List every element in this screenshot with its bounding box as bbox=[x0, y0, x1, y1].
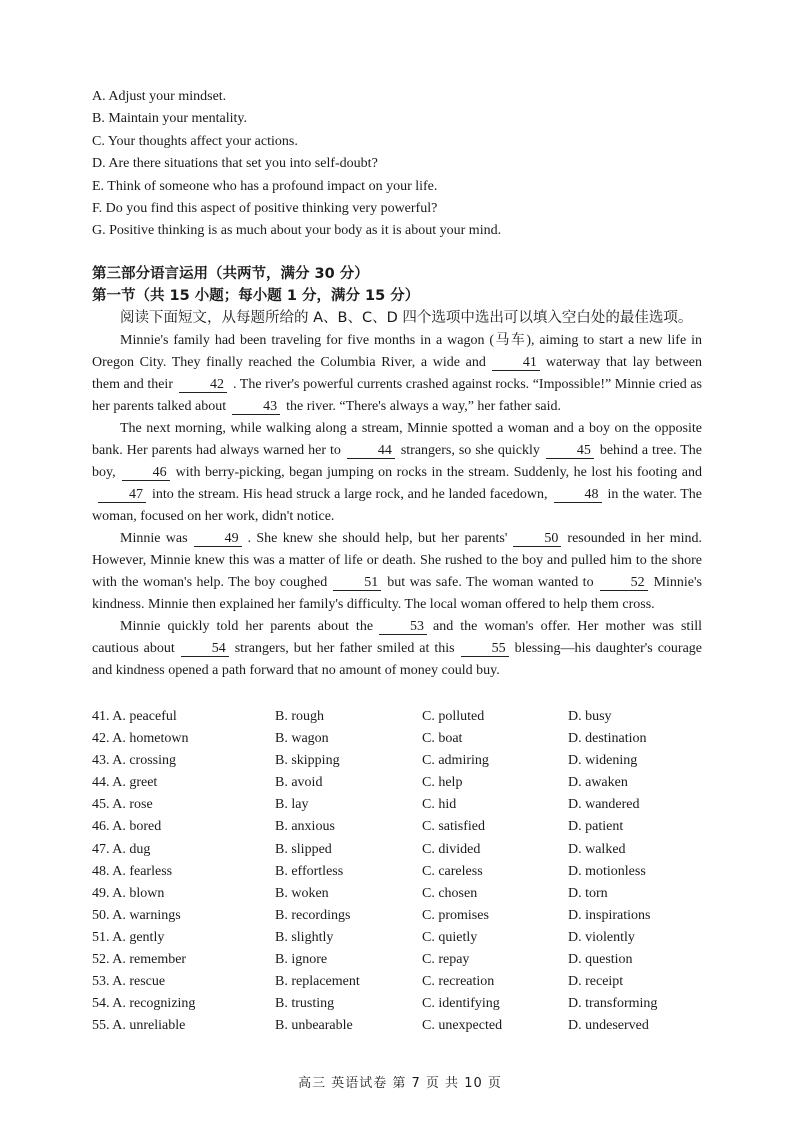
choice-d: D. patient bbox=[568, 819, 624, 835]
sentence-option: A. Adjust your mindset. bbox=[92, 89, 227, 104]
choice-a: 49. A. blown bbox=[92, 885, 165, 901]
choice-a: 52. A. remember bbox=[92, 952, 187, 968]
choice-b: B. slightly bbox=[275, 929, 334, 945]
blank-45: 45 bbox=[546, 443, 594, 459]
sentence-option: F. Do you find this aspect of positive thinking very powerful? bbox=[92, 200, 438, 216]
choice-b: B. ignore bbox=[275, 952, 328, 968]
choice-a: 41. A. peaceful bbox=[92, 709, 177, 724]
blank-52: 52 bbox=[600, 575, 648, 591]
choice-d: D. wandered bbox=[568, 797, 640, 813]
choice-a: 51. A. gently bbox=[92, 929, 165, 945]
choice-d: D. walked bbox=[568, 841, 626, 857]
choice-a: 54. A. recognizing bbox=[92, 996, 196, 1012]
sentence-option: G. Positive thinking is as much about your body as it is about your mind. bbox=[92, 223, 502, 239]
choice-c: C. quietly bbox=[422, 929, 478, 945]
choice-b: B. woken bbox=[275, 885, 329, 901]
blank-41: 41 bbox=[492, 355, 540, 371]
sentence-option: D. Are there situations that set you into self-doubt? bbox=[92, 156, 378, 172]
choice-d: D. violently bbox=[568, 929, 635, 945]
choice-d: D. awaken bbox=[568, 775, 628, 791]
choice-a: 53. A. rescue bbox=[92, 974, 166, 990]
choice-d: D. torn bbox=[568, 885, 608, 901]
choice-b: B. slipped bbox=[275, 841, 332, 857]
sentence-options-list bbox=[92, 86, 712, 243]
blank-55: 55 bbox=[461, 641, 509, 657]
choice-c: C. careless bbox=[422, 863, 483, 879]
choice-b: B. rough bbox=[275, 709, 324, 724]
choice-d: D. destination bbox=[568, 731, 647, 747]
passage-paragraph-4: Minnie quickly told her parents about the 53 and the woman's offer. Her mother was still cautious about 54 strangers, but her father smiled at this 55 blessing—his daughter's courage and kindness opened a path forward that no amount of money could buy. bbox=[92, 619, 703, 678]
question-row-46 bbox=[92, 816, 712, 838]
blank-46: 46 bbox=[122, 465, 170, 481]
choice-d: D. inspirations bbox=[568, 907, 651, 923]
question-row-51 bbox=[92, 927, 712, 949]
choice-d: D. receipt bbox=[568, 974, 624, 990]
choice-d: D. busy bbox=[568, 709, 612, 724]
sentence-option: C. Your thoughts affect your actions. bbox=[92, 133, 298, 149]
choice-d: D. widening bbox=[568, 753, 638, 769]
question-row-55 bbox=[92, 1015, 712, 1037]
choice-a: 48. A. fearless bbox=[92, 863, 173, 879]
blank-42: 42 bbox=[179, 377, 227, 393]
choice-a: 50. A. warnings bbox=[92, 907, 181, 923]
blank-43: 43 bbox=[232, 399, 280, 415]
choice-a: 43. A. crossing bbox=[92, 753, 176, 769]
choice-b: B. anxious bbox=[275, 819, 335, 835]
choice-a: 47. A. dug bbox=[92, 841, 151, 857]
choice-d: D. question bbox=[568, 952, 633, 968]
choice-c: C. promises bbox=[422, 907, 489, 923]
choice-c: C. admiring bbox=[422, 753, 489, 769]
choice-b: B. recordings bbox=[275, 907, 351, 923]
choice-b: B. avoid bbox=[275, 775, 323, 791]
question-row-41 bbox=[92, 706, 712, 728]
blank-51: 51 bbox=[333, 575, 381, 591]
choice-c: C. chosen bbox=[422, 885, 478, 901]
choice-b: B. effortless bbox=[275, 863, 344, 879]
choice-b: B. trusting bbox=[275, 996, 335, 1012]
question-row-50 bbox=[92, 905, 712, 927]
passage-paragraph-1: Minnie's family had been traveling for five months in a wagon (马车), aiming to start a new life in Oregon City. They finally reached the Columbia River, a wide and 41 waterway that lay between them and their 42 . The river's powerful currents crashed against rocks. “Impossible!” Minnie cried as her parents talked about 43 the river. “There's always a way,” her father said. bbox=[92, 333, 703, 414]
blank-44: 44 bbox=[347, 443, 395, 459]
blank-48: 48 bbox=[554, 487, 602, 503]
blank-50: 50 bbox=[513, 531, 561, 547]
choice-c: C. identifying bbox=[422, 996, 500, 1012]
page-footer: 高三 英语试卷 第 7 页 共 10 页 bbox=[298, 1076, 502, 1091]
question-row-53 bbox=[92, 971, 712, 993]
answer-choices bbox=[92, 706, 712, 1037]
choice-d: D. transforming bbox=[568, 996, 658, 1012]
choice-b: B. lay bbox=[275, 797, 309, 813]
choice-d: D. undeserved bbox=[568, 1018, 649, 1034]
question-row-49 bbox=[92, 883, 712, 905]
sentence-option: E. Think of someone who has a profound impact on your life. bbox=[92, 178, 438, 194]
choice-a: 44. A. greet bbox=[92, 775, 158, 791]
choice-b: B. replacement bbox=[275, 974, 360, 990]
blank-49: 49 bbox=[194, 531, 242, 547]
question-row-43 bbox=[92, 750, 712, 772]
choice-a: 45. A. rose bbox=[92, 797, 153, 813]
choice-c: C. satisfied bbox=[422, 819, 485, 835]
choice-b: B. wagon bbox=[275, 731, 329, 747]
choice-c: C. hid bbox=[422, 797, 457, 813]
instructions: 阅读下面短文，从每题所给的 A、B、C、D 四个选项中选出可以填入空白处的最佳选项。 bbox=[120, 310, 693, 326]
choice-c: C. recreation bbox=[422, 974, 495, 990]
passage-paragraph-2: The next morning, while walking along a stream, Minnie spotted a woman and a boy on the opposite bank. Her parents had always warned her to 44 strangers, so she quickly 45 behind a tree. The boy, 46 with berry-picking, began jumping on rocks in the stream. Suddenly, he lost his footing and47 into the stream. His head struck a large rock, and he landed facedown, 48 in the water. The woman, focused on her work, didn't notice. bbox=[92, 421, 703, 524]
choice-d: D. motionless bbox=[568, 863, 646, 879]
choice-c: C. polluted bbox=[422, 709, 485, 724]
choice-c: C. unexpected bbox=[422, 1018, 503, 1034]
sentence-option: B. Maintain your mentality. bbox=[92, 111, 248, 127]
question-row-52 bbox=[92, 949, 712, 971]
question-row-47 bbox=[92, 839, 712, 861]
choice-c: C. help bbox=[422, 775, 463, 791]
choice-c: C. boat bbox=[422, 731, 463, 747]
question-row-45 bbox=[92, 794, 712, 816]
question-row-54 bbox=[92, 993, 712, 1015]
choice-a: 46. A. bored bbox=[92, 819, 162, 835]
part-three-title: 第三部分语言运用（共两节，满分 30 分） bbox=[92, 266, 369, 282]
choice-a: 55. A. unreliable bbox=[92, 1018, 186, 1034]
choice-c: C. divided bbox=[422, 841, 481, 857]
blank-54: 54 bbox=[181, 641, 229, 657]
section-one-title: 第一节（共 15 小题；每小题 1 分，满分 15 分） bbox=[92, 288, 420, 304]
choice-b: B. unbearable bbox=[275, 1018, 353, 1034]
choice-b: B. skipping bbox=[275, 753, 340, 769]
question-row-42 bbox=[92, 728, 712, 750]
question-row-44 bbox=[92, 772, 712, 794]
question-row-48 bbox=[92, 861, 712, 883]
choice-c: C. repay bbox=[422, 952, 470, 968]
blank-47: 47 bbox=[98, 487, 146, 503]
cloze-passage bbox=[92, 330, 702, 682]
blank-53: 53 bbox=[379, 619, 427, 635]
choice-a: 42. A. hometown bbox=[92, 731, 189, 747]
passage-paragraph-3: Minnie was 49 . She knew she should help, but her parents' 50 resounded in her mind. However, Minnie knew this was a matter of life or death. She rushed to the boy and pulled him to the shore with the woman's help. The boy coughed 51 but was safe. The woman wanted to 52 Minnie's kindness. Minnie then explained her family's difficulty. The local woman offered to help them cross. bbox=[92, 531, 702, 612]
